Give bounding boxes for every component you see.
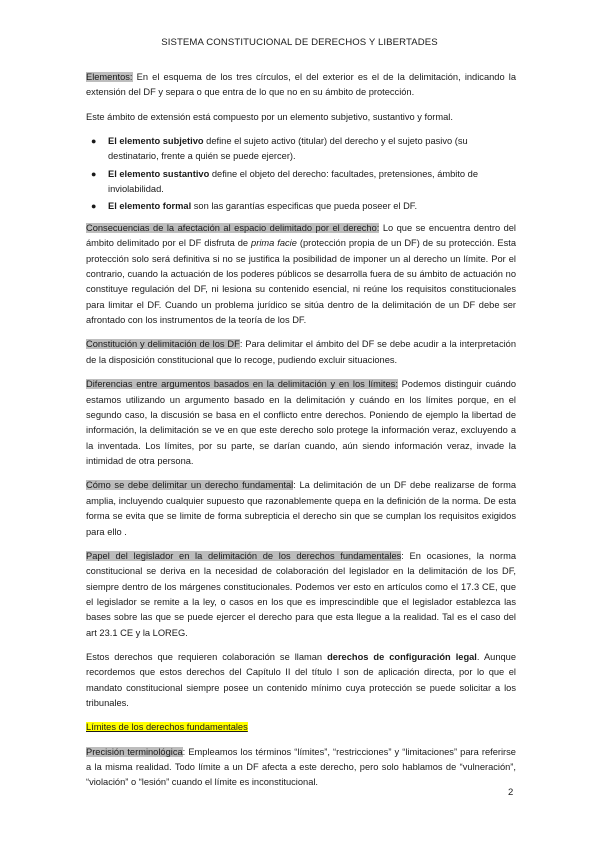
- list-item-term: El elemento formal: [108, 201, 192, 212]
- bold-term: derechos de configuración legal: [327, 651, 477, 662]
- list-item-text: define el objeto del derecho: facultades, pretensiones, ámbito de inviolabilidad.: [108, 168, 479, 195]
- paragraph-ambito: Este ámbito de extensión está compuesto por un elemento subjetivo, sustantivo y formal.: [86, 111, 453, 122]
- paragraph-text: Estos derechos que requieren colaboración se llaman: [86, 651, 328, 662]
- paragraph-text: : En ocasiones, la norma constitucional se deriva en la necesidad de colaboración del legislador en la delimitación de los DF, siempre dentro de los márgenes constitucionales. Podemos ver esto en artículos como el 17.3 CE, que el legislador se remite a la ley, o casos en los que es imprescindible que el legislador establezca las bases sobre las que se puede ejercer el derecho para que esta llegue a la realidad. Tal es el caso del art 23.1 CE y la LOREG.: [86, 550, 516, 638]
- page-number: 2: [508, 787, 514, 798]
- list-item: [86, 167, 516, 198]
- page-header: SISTEMA CONSTITUCIONAL DE DERECHOS Y LIBERTADES: [161, 37, 438, 48]
- term-label: Constitución y delimitación de los DF: [86, 339, 240, 350]
- bullet-icon: ●: [91, 201, 97, 212]
- paragraph-configuracion-legal: [86, 650, 516, 712]
- list-item: [86, 199, 516, 214]
- list-item-text: define el sujeto activo (titular) del derecho y el sujeto pasivo (su destinatario, frente a quién se puede ejercer).: [108, 135, 468, 162]
- list-item-term: El elemento subjetivo: [108, 135, 204, 146]
- list-item: [86, 134, 516, 165]
- term-label: Diferencias entre argumentos basados en la delimitación y en los límites:: [86, 379, 398, 390]
- paragraph-text: En el esquema de los tres círculos, el del exterior es el de la delimitación, indicando la extensión del DF y separa o que entra de lo que no en su ámbito de protección.: [86, 72, 516, 98]
- paragraph-papel-legislador: [86, 549, 516, 641]
- paragraph-text: Podemos distinguir cuándo estamos utilizando un argumento basado en la delimitación y cuándo en los límites porque, en el segundo caso, la discusión se basa en el conflicto entre derechos. Poniendo de ejemplo la libertad de información, la delimitación se ve en que este derecho solo protege la información veraz, excluyendo a la inventada. Los límites, por su parte, se darían cuando, aún siendo información veraz, invade la intimidad de otra persona.: [86, 379, 516, 467]
- term-label: Precisión terminológica: [86, 746, 183, 757]
- bullet-icon: ●: [91, 168, 97, 179]
- section-heading: Límites de los derechos fundamentales: [86, 722, 248, 733]
- term-label: Consecuencias de la afectación al espacio delimitado por el derecho:: [86, 222, 380, 233]
- paragraph-text: Lo que se encuentra dentro del ámbito delimitado por el DF disfruta de: [86, 222, 516, 249]
- paragraph-text: : La delimitación de un DF debe realizarse de forma amplia, incluyendo cualquier supuesto que razonablemente quepa en la definición de la norma. De esta forma se evita que se limite de forma subrepticia el derecho sin que se cumplan los requisitos exigidos para ello .: [86, 480, 516, 537]
- paragraph-precision: [86, 745, 516, 791]
- list-item-text: son las garantías especificas que pueda poseer el DF.: [191, 201, 418, 212]
- paragraph-text: (protección propia de un DF) de su protección. Esta protección solo será definitiva si no se justifica la posibilidad de imponer un al derecho un límite. Por el contrario, cuando la actuación de los poderes públicos se desarrolla fuera de su ámbito de actuación no constituye regulación del DF, ni lesiona su contenido esencial, ni reúne los requisitos constitucionales para limitar el DF. Cuando un problema jurídico se sitúa dentro de la delimitación de un DF debe ser afrontado con los instrumentos de la teoría de los DF.: [86, 238, 516, 326]
- paragraph-text: : Para delimitar el ámbito del DF se debe acudir a la interpretación de la disposición constitucional que lo recoge, pudiendo excluir situaciones.: [86, 339, 516, 365]
- term-label: Cómo se debe delimitar un derecho fundamental: [86, 480, 294, 491]
- term-label: Elementos:: [86, 72, 133, 82]
- paragraph-text: : Empleamos los términos “límites”, “restricciones” y “limitaciones” para referirse a la misma realidad. Todo límite a un DF afecta a este derecho, pero solo hablamos de “vulneración”, “violación” o “lesión” cuando el límite es inconstitucional.: [86, 746, 516, 788]
- paragraph-consecuencias: [86, 221, 516, 329]
- elements-list: [86, 134, 516, 215]
- paragraph-como-delimitar: [86, 478, 516, 540]
- paragraph-diferencias: [86, 377, 516, 469]
- term-label: Papel del legislador en la delimitación de los derechos fundamentales: [86, 550, 402, 561]
- bullet-icon: ●: [91, 135, 97, 146]
- paragraph-text: . Aunque recordemos que estos derechos del Capítulo II del título I son de aplicación directa, por lo que el mandato constitucional siempre posee un contenido mínimo cuya protección se puede solicitar a los tribunales.: [86, 651, 516, 709]
- section-heading-limites: [86, 720, 516, 735]
- italic-term: prima facie: [251, 238, 297, 249]
- paragraph-elementos: [86, 70, 516, 101]
- paragraph-constitucion: [86, 337, 516, 368]
- list-item-term: El elemento sustantivo: [108, 168, 210, 179]
- document-body: [86, 70, 516, 800]
